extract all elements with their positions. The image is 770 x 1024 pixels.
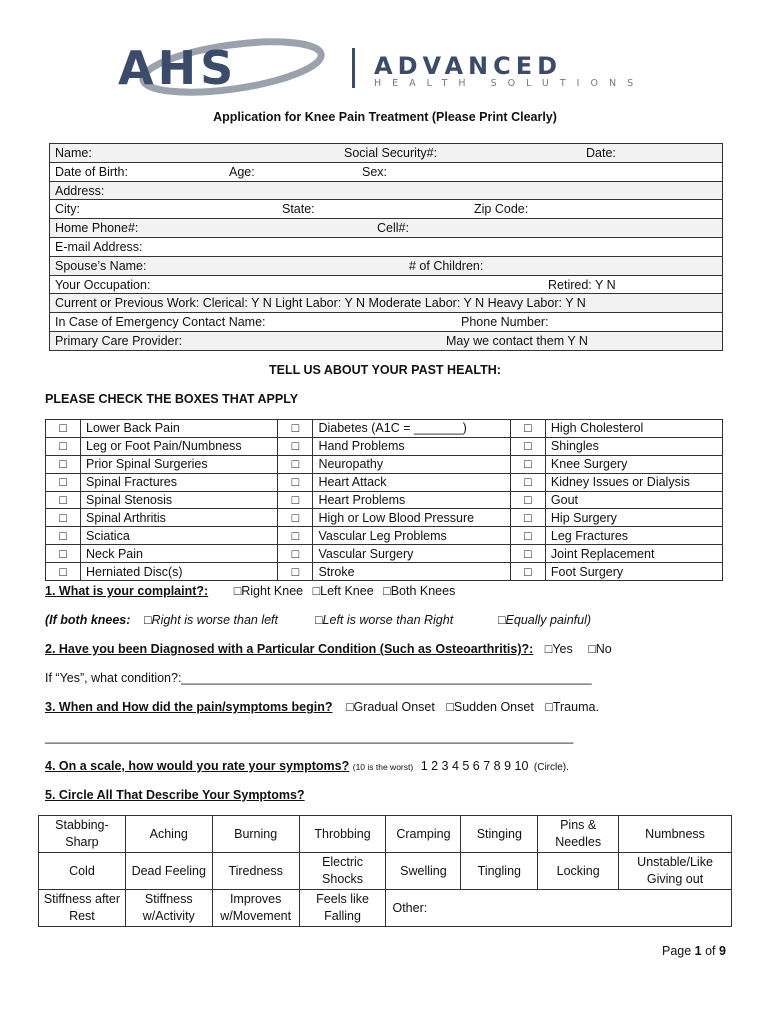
option-no[interactable]: □No (588, 642, 612, 656)
info-row-spouse (50, 257, 722, 276)
emergency-contact-label[interactable]: In Case of Emergency Contact Name: (55, 315, 266, 330)
phone-number-label[interactable]: Phone Number: (461, 315, 549, 330)
condition-label: Leg or Foot Pain/Numbness (81, 437, 278, 455)
option-trauma[interactable]: □Trauma. (545, 700, 599, 714)
condition-label: Lower Back Pain (81, 420, 278, 438)
condition-checkbox[interactable]: □ (278, 437, 313, 455)
symptom-option[interactable]: Pins & Needles (538, 816, 619, 853)
condition-checkbox[interactable]: □ (278, 509, 313, 527)
info-row-dob (50, 163, 722, 182)
personal-info-table (49, 143, 723, 351)
condition-label: Heart Attack (313, 473, 510, 491)
condition-checkbox[interactable]: □ (46, 491, 81, 509)
cell-label[interactable]: Cell#: (377, 221, 409, 236)
symptom-option[interactable]: Improves w/Movement (212, 890, 299, 927)
retired-label[interactable]: Retired: Y N (548, 277, 616, 292)
option-equally-painful[interactable]: □Equally painful) (498, 613, 592, 627)
condition-checkbox[interactable]: □ (46, 473, 81, 491)
state-label[interactable]: State: (282, 202, 315, 217)
past-health-heading: TELL US ABOUT YOUR PAST HEALTH: (269, 363, 501, 377)
work-label[interactable]: Current or Previous Work: Clerical: Y N Light Labor: Y N Moderate Labor: Y N Heavy Labor: Y N (55, 296, 586, 311)
condition-checkbox[interactable]: □ (278, 527, 313, 545)
option-sudden-onset[interactable]: □Sudden Onset (446, 700, 534, 714)
condition-label: Sciatica (81, 527, 278, 545)
condition-label: Diabetes (A1C = _______) (313, 420, 510, 438)
date-label[interactable]: Date: (586, 146, 616, 160)
info-row-work (50, 294, 722, 313)
symptom-option[interactable]: Cramping (386, 816, 461, 853)
option-both-knees[interactable]: □Both Knees (383, 584, 456, 598)
option-yes[interactable]: □Yes (544, 642, 573, 656)
condition-checkbox[interactable]: □ (510, 545, 545, 563)
condition-checkbox[interactable]: □ (46, 509, 81, 527)
logo-health-solutions: HEALTH SOLUTIONS (374, 78, 645, 89)
info-row-name (50, 144, 722, 163)
zip-label[interactable]: Zip Code: (474, 202, 529, 217)
onset-details-line[interactable]: ____________________________________________________________________________ (45, 730, 574, 744)
condition-checkbox[interactable]: □ (46, 545, 81, 563)
condition-checkbox[interactable]: □ (278, 491, 313, 509)
check-boxes-heading: PLEASE CHECK THE BOXES THAT APPLY (45, 392, 299, 406)
condition-row (46, 527, 723, 545)
logo-advanced: ADVANCED (374, 52, 563, 80)
symptom-option[interactable]: Numbness (619, 816, 732, 853)
symptom-row (39, 816, 732, 853)
condition-row (46, 455, 723, 473)
page-number: Page 1 of 9 (662, 944, 726, 958)
symptom-option[interactable]: Swelling (386, 853, 461, 890)
contact-permission-label[interactable]: May we contact them Y N (446, 333, 588, 348)
condition-followup[interactable]: If “Yes”, what condition?:___________________________________________________________ (45, 671, 592, 685)
condition-checkbox[interactable]: □ (46, 455, 81, 473)
question-4 (45, 759, 569, 773)
condition-label: Prior Spinal Surgeries (81, 455, 278, 473)
symptom-option[interactable]: Electric Shocks (299, 853, 386, 890)
ahs-logo-graphic (112, 34, 672, 100)
condition-label: Stroke (313, 563, 510, 581)
symptom-option[interactable]: Tiredness (212, 853, 299, 890)
home-phone-label[interactable]: Home Phone#: (55, 221, 139, 236)
condition-label: Spinal Stenosis (81, 491, 278, 509)
info-row-pcp (50, 332, 722, 350)
question-2 (45, 642, 612, 656)
condition-label: Foot Surgery (545, 563, 722, 581)
option-left-worse[interactable]: □Left is worse than Right (315, 613, 454, 627)
condition-label: Kidney Issues or Dialysis (545, 473, 722, 491)
condition-label: Hand Problems (313, 437, 510, 455)
dob-label[interactable]: Date of Birth: (55, 164, 128, 179)
condition-label: Hip Surgery (545, 509, 722, 527)
question-1 (45, 584, 455, 598)
condition-row (46, 545, 723, 563)
condition-checkbox[interactable]: □ (510, 473, 545, 491)
question-3 (45, 700, 599, 714)
condition-checkbox[interactable]: □ (278, 563, 313, 581)
question-2-text: 2. Have you been Diagnosed with a Particular Condition (Such as Osteoarthritis)?: (45, 642, 534, 656)
condition-checkbox[interactable]: □ (278, 420, 313, 438)
condition-checkbox[interactable]: □ (278, 473, 313, 491)
condition-checkbox[interactable]: □ (510, 420, 545, 438)
option-right-knee[interactable]: □Right Knee (233, 584, 304, 598)
question-5-text: 5. Circle All That Describe Your Symptoms? (45, 788, 305, 802)
condition-row (46, 473, 723, 491)
symptom-option[interactable]: Burning (212, 816, 299, 853)
symptom-option[interactable]: Feels like Falling (299, 890, 386, 927)
info-row-occupation (50, 276, 722, 295)
condition-label: Joint Replacement (545, 545, 722, 563)
condition-label: Shingles (545, 437, 722, 455)
condition-row (46, 437, 723, 455)
info-row-emergency (50, 313, 722, 332)
info-row-address (50, 182, 722, 201)
option-right-worse[interactable]: □Right is worse than left (144, 613, 278, 627)
condition-checkbox[interactable]: □ (46, 437, 81, 455)
both-knees-label: (If both knees: (45, 613, 131, 627)
age-label[interactable]: Age: (229, 164, 255, 179)
ssn-label[interactable]: Social Security#: (344, 146, 438, 160)
condition-checkbox[interactable]: □ (510, 455, 545, 473)
condition-label: Spinal Fractures (81, 473, 278, 491)
occupation-label[interactable]: Your Occupation: (55, 277, 151, 292)
symptom-option[interactable]: Stinging (461, 816, 538, 853)
condition-label: Heart Problems (313, 491, 510, 509)
condition-label: Leg Fractures (545, 527, 722, 545)
condition-checkbox[interactable]: □ (510, 509, 545, 527)
condition-label: Gout (545, 491, 722, 509)
symptom-option[interactable]: Throbbing (299, 816, 386, 853)
condition-checkbox[interactable]: □ (46, 527, 81, 545)
symptom-option[interactable]: Tingling (461, 853, 538, 890)
condition-label: Spinal Arthritis (81, 509, 278, 527)
info-row-phone (50, 219, 722, 238)
condition-checkbox[interactable]: □ (46, 563, 81, 581)
condition-label: High or Low Blood Pressure (313, 509, 510, 527)
question-3-text: 3. When and How did the pain/symptoms begin? (45, 700, 333, 714)
condition-checkbox[interactable]: □ (510, 527, 545, 545)
condition-label: Neck Pain (81, 545, 278, 563)
form-title: Application for Knee Pain Treatment (Please Print Clearly) (213, 110, 557, 124)
condition-row (46, 563, 723, 581)
symptom-option[interactable]: Locking (538, 853, 619, 890)
city-label[interactable]: City: (55, 202, 80, 217)
symptom-option[interactable]: Stiffness w/Activity (125, 890, 212, 927)
spouse-label[interactable]: Spouse’s Name: (55, 258, 147, 273)
name-label[interactable]: Name: (55, 146, 92, 160)
scale-note: (10 is the worst) (352, 762, 414, 772)
condition-checkbox[interactable]: □ (278, 455, 313, 473)
sex-label[interactable]: Sex: (362, 164, 388, 179)
question-4-text: 4. On a scale, how would you rate your symptoms? (45, 759, 350, 773)
option-gradual-onset[interactable]: □Gradual Onset (346, 700, 435, 714)
email-label[interactable]: E-mail Address: (55, 239, 143, 254)
conditions-table (45, 419, 723, 581)
info-row-city (50, 200, 722, 219)
condition-checkbox[interactable]: □ (510, 491, 545, 509)
address-label[interactable]: Address: (55, 183, 105, 198)
symptom-option[interactable]: Aching (125, 816, 212, 853)
condition-checkbox[interactable]: □ (510, 437, 545, 455)
pcp-label[interactable]: Primary Care Provider: (55, 333, 183, 348)
info-row-email (50, 238, 722, 257)
question-1-text: 1. What is your complaint?: (45, 584, 209, 598)
symptom-row (39, 853, 732, 890)
condition-checkbox[interactable]: □ (510, 563, 545, 581)
rating-scale[interactable]: 1 2 3 4 5 6 7 8 9 10 (420, 759, 529, 773)
condition-label: Knee Surgery (545, 455, 722, 473)
symptom-option[interactable]: Stiffness after Rest (39, 890, 126, 927)
condition-label: High Cholesterol (545, 420, 722, 438)
condition-checkbox[interactable]: □ (278, 545, 313, 563)
condition-label: Herniated Disc(s) (81, 563, 278, 581)
condition-row (46, 491, 723, 509)
circle-note: (Circle). (533, 762, 569, 773)
symptom-option[interactable]: Dead Feeling (125, 853, 212, 890)
condition-label: Vascular Leg Problems (313, 527, 510, 545)
condition-label: Vascular Surgery (313, 545, 510, 563)
symptom-row (39, 890, 732, 927)
symptom-option[interactable]: Unstable/Like Giving out (619, 853, 732, 890)
symptom-option[interactable]: Cold (39, 853, 126, 890)
condition-row (46, 420, 723, 438)
symptom-option[interactable]: Stabbing- Sharp (39, 816, 126, 853)
option-left-knee[interactable]: □Left Knee (312, 584, 374, 598)
logo-letters: AHS (118, 41, 238, 95)
condition-row (46, 509, 723, 527)
company-logo (112, 34, 672, 100)
condition-label: Neuropathy (313, 455, 510, 473)
condition-checkbox[interactable]: □ (46, 420, 81, 438)
other-symptom-field[interactable]: Other: (386, 890, 732, 927)
symptoms-table (38, 815, 732, 927)
children-label[interactable]: # of Children: (409, 258, 484, 273)
